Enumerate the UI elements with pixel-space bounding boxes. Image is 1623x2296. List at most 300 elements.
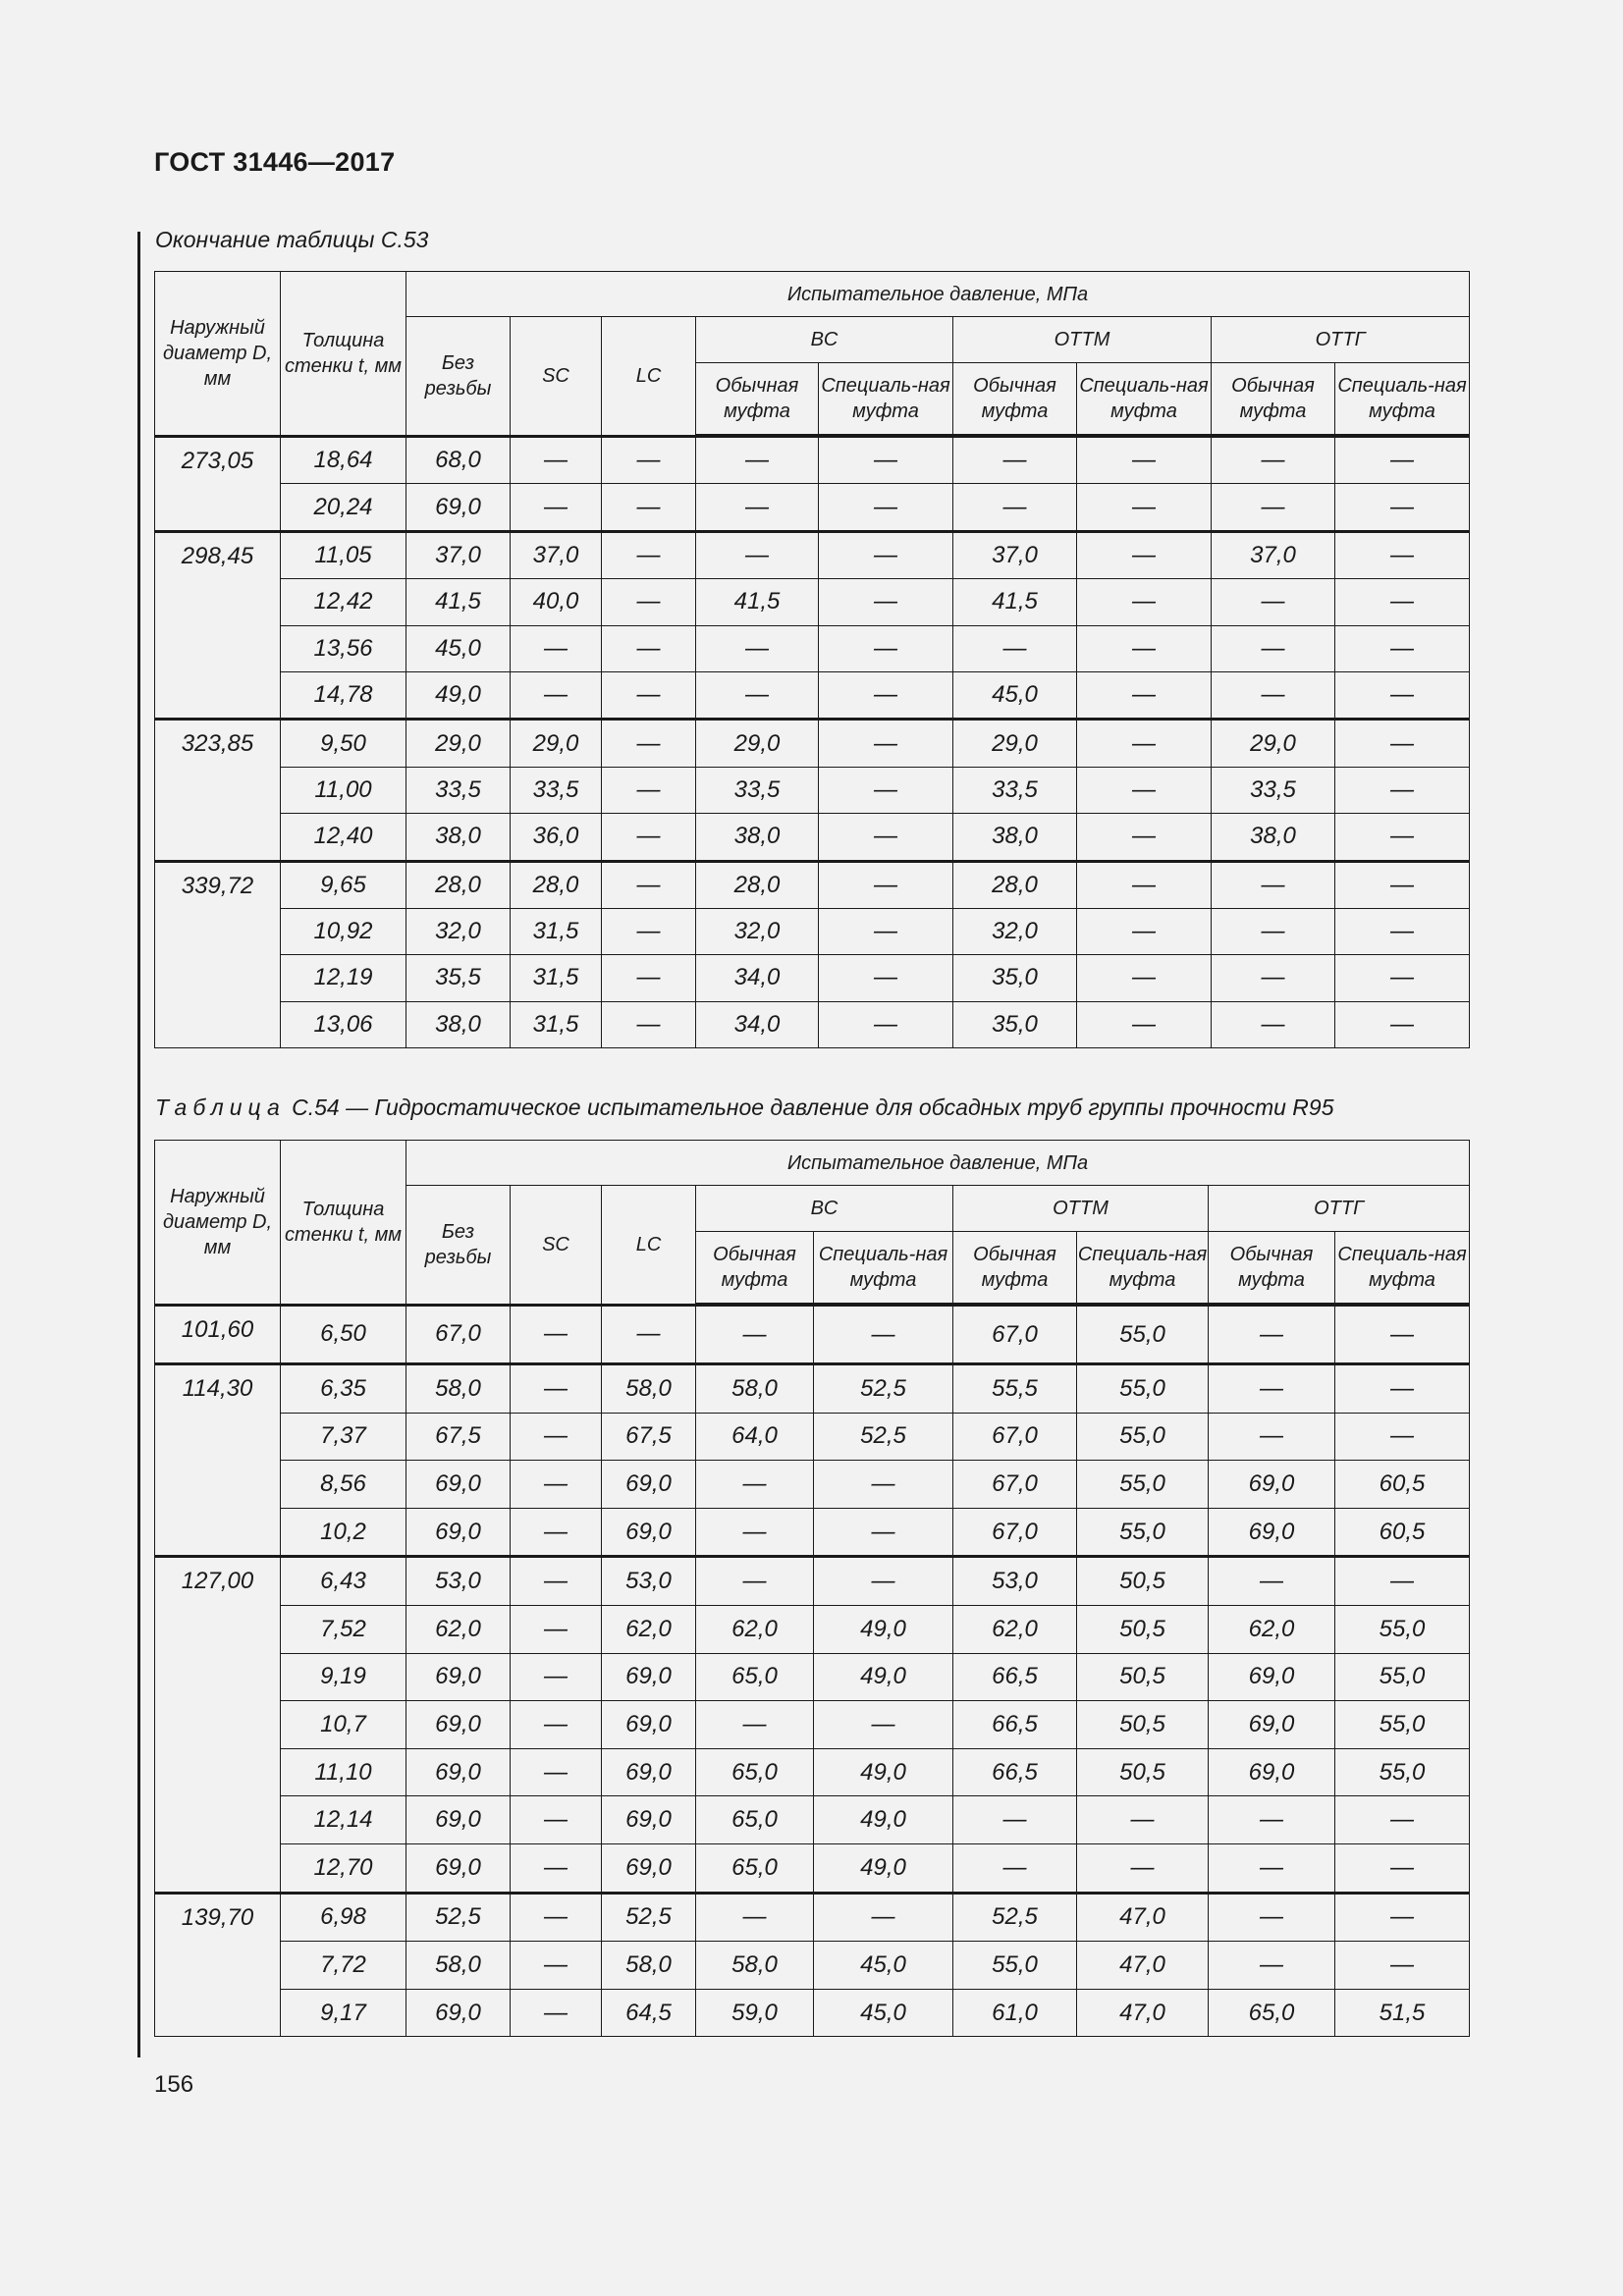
pressure-cell: 49,0 (814, 1606, 953, 1654)
pressure-cell: — (819, 484, 953, 531)
pressure-cell: 67,0 (953, 1413, 1077, 1461)
thickness-cell: 10,2 (281, 1508, 406, 1557)
pressure-cell: — (1077, 814, 1212, 861)
diameter-cell: 323,85 (155, 720, 281, 861)
pressure-cell: — (819, 625, 953, 671)
page-number: 156 (154, 2071, 194, 2098)
pressure-cell: 49,0 (814, 1748, 953, 1796)
pressure-cell: — (953, 484, 1077, 531)
pressure-cell: 64,0 (696, 1413, 814, 1461)
pressure-cell: — (511, 1508, 602, 1557)
col-header-ottm: ОТТМ (953, 1186, 1209, 1232)
pressure-cell: 58,0 (696, 1942, 814, 1990)
pressure-cell: — (696, 1701, 814, 1749)
col-header-outer-diameter: Наружный диаметр D, мм (155, 272, 281, 437)
pressure-cell: — (1335, 1942, 1470, 1990)
pressure-cell: 69,0 (406, 1701, 511, 1749)
pressure-cell: 69,0 (406, 1653, 511, 1701)
pressure-cell: 69,0 (406, 1748, 511, 1796)
pressure-cell: 38,0 (406, 814, 511, 861)
pressure-cell: — (1077, 579, 1212, 625)
pressure-cell: — (1077, 908, 1212, 954)
pressure-cell: — (511, 1557, 602, 1606)
diameter-cell: 273,05 (155, 436, 281, 531)
thickness-cell: 9,50 (281, 720, 406, 767)
pressure-cell: — (1077, 767, 1212, 813)
pressure-cell: — (511, 1844, 602, 1894)
col-header-outer-diameter: Наружный диаметр D, мм (155, 1141, 281, 1306)
pressure-cell: — (511, 1748, 602, 1796)
pressure-cell: — (1212, 955, 1335, 1001)
pressure-cell: 60,5 (1335, 1461, 1470, 1509)
pressure-cell: 62,0 (953, 1606, 1077, 1654)
pressure-cell: 37,0 (406, 531, 511, 578)
col-header-bc: BC (696, 1186, 953, 1232)
table-row (155, 814, 1470, 861)
pressure-cell: 60,5 (1335, 1508, 1470, 1557)
table-c54-caption-prefix: Таблица (155, 1095, 286, 1120)
pressure-cell: 53,0 (602, 1557, 696, 1606)
pressure-cell: — (511, 1364, 602, 1414)
pressure-cell: 33,5 (1212, 767, 1335, 813)
pressure-cell: 32,0 (696, 908, 819, 954)
pressure-cell: — (511, 1893, 602, 1942)
table-c54 (154, 1140, 1470, 2037)
pressure-cell: — (696, 625, 819, 671)
pressure-cell: — (602, 625, 696, 671)
thickness-cell: 6,50 (281, 1305, 406, 1364)
pressure-cell: 68,0 (406, 436, 511, 484)
pressure-cell: — (953, 1796, 1077, 1844)
pressure-cell: — (814, 1461, 953, 1509)
pressure-cell: 47,0 (1077, 1942, 1209, 1990)
table-row (155, 1305, 1470, 1364)
col-header-wall-thickness: Толщина стенки t, мм (281, 272, 406, 437)
thickness-cell: 18,64 (281, 436, 406, 484)
pressure-cell: 67,0 (953, 1508, 1077, 1557)
pressure-cell: — (511, 484, 602, 531)
thickness-cell: 12,42 (281, 579, 406, 625)
pressure-cell: — (814, 1701, 953, 1749)
table-row (155, 1653, 1470, 1701)
pressure-cell: — (696, 484, 819, 531)
pressure-cell: 65,0 (696, 1844, 814, 1894)
pressure-cell: 29,0 (511, 720, 602, 767)
pressure-cell: 55,0 (953, 1942, 1077, 1990)
pressure-cell: 51,5 (1335, 1989, 1470, 2037)
col-header-lc: LC (602, 1186, 696, 1306)
pressure-cell: — (1212, 671, 1335, 719)
pressure-cell: 59,0 (696, 1989, 814, 2037)
col-header-bc: BC (696, 317, 953, 363)
pressure-cell: 69,0 (1209, 1701, 1335, 1749)
pressure-cell: 55,0 (1335, 1653, 1470, 1701)
col-header-ottm-regular: Обычная муфта (953, 363, 1077, 437)
pressure-cell: — (511, 625, 602, 671)
table-row (155, 1893, 1470, 1942)
pressure-cell: — (511, 671, 602, 719)
pressure-cell: — (696, 1305, 814, 1364)
pressure-cell: 66,5 (953, 1653, 1077, 1701)
pressure-cell: 34,0 (696, 955, 819, 1001)
pressure-cell: 36,0 (511, 814, 602, 861)
pressure-cell: — (511, 1305, 602, 1364)
pressure-cell: 50,5 (1077, 1653, 1209, 1701)
pressure-cell: — (1335, 579, 1470, 625)
pressure-cell: — (511, 1606, 602, 1654)
pressure-cell: 69,0 (602, 1508, 696, 1557)
pressure-cell: 31,5 (511, 1001, 602, 1047)
table-c53-caption: Окончание таблицы С.53 (155, 227, 429, 252)
pressure-cell: — (696, 1461, 814, 1509)
pressure-cell: 49,0 (814, 1844, 953, 1894)
col-header-ottg-regular: Обычная муфта (1209, 1232, 1335, 1306)
table-row (155, 720, 1470, 767)
pressure-cell: 69,0 (602, 1461, 696, 1509)
pressure-cell: — (1209, 1942, 1335, 1990)
pressure-cell: — (1335, 1305, 1470, 1364)
pressure-cell: — (814, 1508, 953, 1557)
pressure-cell: 62,0 (696, 1606, 814, 1654)
pressure-cell: — (1335, 908, 1470, 954)
pressure-cell: — (819, 531, 953, 578)
pressure-cell: 35,0 (953, 1001, 1077, 1047)
pressure-cell: — (511, 1942, 602, 1990)
pressure-cell: — (511, 436, 602, 484)
pressure-cell: — (1335, 484, 1470, 531)
table-row (155, 1942, 1470, 1990)
col-header-lc: LC (602, 317, 696, 437)
pressure-cell: — (1335, 1557, 1470, 1606)
pressure-cell: — (819, 814, 953, 861)
thickness-cell: 9,65 (281, 861, 406, 908)
diameter-cell: 127,00 (155, 1557, 281, 1893)
pressure-cell: — (1335, 1844, 1470, 1894)
pressure-cell: 38,0 (1212, 814, 1335, 861)
table-row (155, 1557, 1470, 1606)
pressure-cell: — (511, 1653, 602, 1701)
pressure-cell: — (1212, 908, 1335, 954)
pressure-cell: 33,5 (406, 767, 511, 813)
thickness-cell: 13,56 (281, 625, 406, 671)
pressure-cell: — (1335, 767, 1470, 813)
pressure-cell: 62,0 (406, 1606, 511, 1654)
pressure-cell: 65,0 (696, 1653, 814, 1701)
pressure-cell: 58,0 (406, 1364, 511, 1414)
pressure-cell: — (602, 531, 696, 578)
pressure-cell: — (1335, 720, 1470, 767)
thickness-cell: 14,78 (281, 671, 406, 719)
pressure-cell: 52,5 (406, 1893, 511, 1942)
table-row (155, 955, 1470, 1001)
pressure-cell: 45,0 (953, 671, 1077, 719)
pressure-cell: 38,0 (406, 1001, 511, 1047)
thickness-cell: 7,52 (281, 1606, 406, 1654)
pressure-cell: 53,0 (953, 1557, 1077, 1606)
pressure-cell: 32,0 (953, 908, 1077, 954)
pressure-cell: — (1077, 720, 1212, 767)
pressure-cell: — (511, 1989, 602, 2037)
pressure-cell: 69,0 (406, 484, 511, 531)
pressure-cell: 52,5 (953, 1893, 1077, 1942)
pressure-cell: 62,0 (602, 1606, 696, 1654)
pressure-cell: 41,5 (406, 579, 511, 625)
pressure-cell: 64,5 (602, 1989, 696, 2037)
thickness-cell: 6,43 (281, 1557, 406, 1606)
pressure-cell: — (511, 1461, 602, 1509)
pressure-cell: 69,0 (406, 1989, 511, 2037)
pressure-cell: — (814, 1557, 953, 1606)
col-header-bc-regular: Обычная муфта (696, 1232, 814, 1306)
pressure-cell: — (1077, 484, 1212, 531)
table-row (155, 1844, 1470, 1894)
col-header-ottm-special: Специаль-ная муфта (1077, 363, 1212, 437)
pressure-cell: 69,0 (1209, 1508, 1335, 1557)
pressure-cell: — (819, 579, 953, 625)
pressure-cell: — (1335, 861, 1470, 908)
pressure-cell: 31,5 (511, 955, 602, 1001)
pressure-cell: 28,0 (406, 861, 511, 908)
pressure-cell: 61,0 (953, 1989, 1077, 2037)
pressure-cell: — (1209, 1796, 1335, 1844)
table-row (155, 436, 1470, 484)
pressure-cell: 69,0 (406, 1461, 511, 1509)
pressure-cell: — (1077, 1796, 1209, 1844)
pressure-cell: — (953, 1844, 1077, 1894)
pressure-cell: — (1077, 861, 1212, 908)
pressure-cell: — (602, 484, 696, 531)
table-row (155, 531, 1470, 578)
pressure-cell: 67,0 (406, 1305, 511, 1364)
table-row (155, 579, 1470, 625)
table-row (155, 767, 1470, 813)
pressure-cell: 69,0 (602, 1796, 696, 1844)
pressure-cell: — (696, 1557, 814, 1606)
col-header-no-thread: Без резьбы (406, 317, 511, 437)
table-c53 (154, 271, 1470, 1048)
pressure-cell: 69,0 (406, 1796, 511, 1844)
pressure-cell: 49,0 (814, 1796, 953, 1844)
diameter-cell: 298,45 (155, 531, 281, 720)
pressure-cell: 38,0 (953, 814, 1077, 861)
pressure-cell: 45,0 (406, 625, 511, 671)
pressure-cell: 69,0 (1209, 1653, 1335, 1701)
pressure-cell: 31,5 (511, 908, 602, 954)
thickness-cell: 12,70 (281, 1844, 406, 1894)
pressure-cell: 69,0 (1209, 1461, 1335, 1509)
pressure-cell: 50,5 (1077, 1557, 1209, 1606)
thickness-cell: 13,06 (281, 1001, 406, 1047)
table-c54-caption (155, 1095, 1334, 1121)
col-header-sc: SC (511, 1186, 602, 1306)
pressure-cell: 55,0 (1077, 1461, 1209, 1509)
pressure-cell: — (1077, 671, 1212, 719)
pressure-cell: 55,0 (1335, 1701, 1470, 1749)
pressure-cell: — (696, 436, 819, 484)
pressure-cell: — (1335, 955, 1470, 1001)
table-row (155, 625, 1470, 671)
pressure-cell: 40,0 (511, 579, 602, 625)
table-c54-body (155, 1305, 1470, 2037)
pressure-cell: — (602, 1001, 696, 1047)
pressure-cell: — (696, 671, 819, 719)
pressure-cell: 67,5 (602, 1413, 696, 1461)
pressure-cell: 53,0 (406, 1557, 511, 1606)
pressure-cell: — (1209, 1557, 1335, 1606)
pressure-cell: — (696, 1508, 814, 1557)
col-header-bc-regular: Обычная муфта (696, 363, 819, 437)
pressure-cell: 49,0 (814, 1653, 953, 1701)
pressure-cell: 69,0 (602, 1748, 696, 1796)
pressure-cell: — (819, 861, 953, 908)
pressure-cell: 55,0 (1335, 1606, 1470, 1654)
pressure-cell: 47,0 (1077, 1989, 1209, 2037)
diameter-cell: 339,72 (155, 861, 281, 1048)
table-row (155, 861, 1470, 908)
pressure-cell: — (1212, 579, 1335, 625)
pressure-cell: 50,5 (1077, 1606, 1209, 1654)
pressure-cell: 65,0 (1209, 1989, 1335, 2037)
pressure-cell: 67,5 (406, 1413, 511, 1461)
pressure-cell: 69,0 (1209, 1748, 1335, 1796)
pressure-cell: — (1335, 814, 1470, 861)
col-header-ottm: ОТТМ (953, 317, 1212, 363)
pressure-cell: 52,5 (602, 1893, 696, 1942)
thickness-cell: 6,35 (281, 1364, 406, 1414)
pressure-cell: — (1212, 1001, 1335, 1047)
pressure-cell: 55,0 (1077, 1413, 1209, 1461)
thickness-cell: 11,00 (281, 767, 406, 813)
pressure-cell: 55,0 (1077, 1305, 1209, 1364)
pressure-cell: — (1212, 436, 1335, 484)
pressure-cell: 38,0 (696, 814, 819, 861)
pressure-cell: — (696, 531, 819, 578)
pressure-cell: 58,0 (602, 1364, 696, 1414)
pressure-cell: — (953, 436, 1077, 484)
pressure-cell: — (602, 436, 696, 484)
pressure-cell: 37,0 (511, 531, 602, 578)
pressure-cell: 69,0 (602, 1844, 696, 1894)
thickness-cell: 12,19 (281, 955, 406, 1001)
pressure-cell: — (1335, 1364, 1470, 1414)
pressure-cell: 52,5 (814, 1364, 953, 1414)
table-row (155, 1606, 1470, 1654)
col-header-ottg-special: Специаль-ная муфта (1335, 1232, 1470, 1306)
pressure-cell: — (1077, 955, 1212, 1001)
pressure-cell: — (1335, 671, 1470, 719)
pressure-cell: — (953, 625, 1077, 671)
pressure-cell: 45,0 (814, 1989, 953, 2037)
margin-bar (137, 232, 140, 2057)
table-row (155, 908, 1470, 954)
pressure-cell: — (602, 861, 696, 908)
pressure-cell: 55,0 (1077, 1508, 1209, 1557)
col-header-ottg-regular: Обычная муфта (1212, 363, 1335, 437)
pressure-cell: — (511, 1701, 602, 1749)
pressure-cell: 34,0 (696, 1001, 819, 1047)
col-header-ottm-special: Специаль-ная муфта (1077, 1232, 1209, 1306)
pressure-cell: 67,0 (953, 1305, 1077, 1364)
pressure-cell: 28,0 (511, 861, 602, 908)
col-header-ottg: ОТТГ (1209, 1186, 1470, 1232)
pressure-cell: 47,0 (1077, 1893, 1209, 1942)
pressure-cell: 32,0 (406, 908, 511, 954)
pressure-cell: 65,0 (696, 1748, 814, 1796)
pressure-cell: 58,0 (406, 1942, 511, 1990)
pressure-cell: — (1077, 436, 1212, 484)
pressure-cell: 69,0 (602, 1653, 696, 1701)
thickness-cell: 7,37 (281, 1413, 406, 1461)
pressure-cell: — (1209, 1305, 1335, 1364)
pressure-cell: — (1077, 1844, 1209, 1894)
table-row (155, 1461, 1470, 1509)
document-code: ГОСТ 31446—2017 (154, 147, 396, 177)
col-header-sc: SC (511, 317, 602, 437)
pressure-cell: — (1212, 861, 1335, 908)
pressure-cell: 50,5 (1077, 1748, 1209, 1796)
pressure-cell: 29,0 (406, 720, 511, 767)
pressure-cell: 45,0 (814, 1942, 953, 1990)
pressure-cell: 33,5 (953, 767, 1077, 813)
table-row (155, 1413, 1470, 1461)
thickness-cell: 10,92 (281, 908, 406, 954)
pressure-cell: — (1209, 1844, 1335, 1894)
thickness-cell: 8,56 (281, 1461, 406, 1509)
pressure-cell: — (602, 1305, 696, 1364)
pressure-cell: 41,5 (696, 579, 819, 625)
pressure-cell: — (602, 720, 696, 767)
col-header-ottg: ОТТГ (1212, 317, 1470, 363)
pressure-cell: 29,0 (1212, 720, 1335, 767)
table-row (155, 484, 1470, 531)
pressure-cell: 66,5 (953, 1748, 1077, 1796)
pressure-cell: — (511, 1796, 602, 1844)
col-header-no-thread: Без резьбы (406, 1186, 511, 1306)
table-row (155, 1748, 1470, 1796)
table-row (155, 1508, 1470, 1557)
col-header-bc-special: Специаль-ная муфта (819, 363, 953, 437)
pressure-cell: — (819, 1001, 953, 1047)
pressure-cell: — (602, 955, 696, 1001)
thickness-cell: 12,14 (281, 1796, 406, 1844)
pressure-cell: — (1212, 625, 1335, 671)
diameter-cell: 101,60 (155, 1305, 281, 1364)
pressure-cell: 65,0 (696, 1796, 814, 1844)
pressure-cell: 69,0 (406, 1844, 511, 1894)
pressure-cell: 50,5 (1077, 1701, 1209, 1749)
table-c54-caption-text: С.54 — Гидростатическое испытательное давление для обсадных труб группы прочности R95 (285, 1095, 1334, 1120)
pressure-cell: 52,5 (814, 1413, 953, 1461)
pressure-cell: — (819, 671, 953, 719)
pressure-cell: — (819, 436, 953, 484)
table-row (155, 671, 1470, 719)
table-row (155, 1796, 1470, 1844)
table-row (155, 1989, 1470, 2037)
col-header-test-pressure: Испытательное давление, МПа (406, 272, 1470, 317)
pressure-cell: 69,0 (406, 1508, 511, 1557)
thickness-cell: 10,7 (281, 1701, 406, 1749)
pressure-cell: 67,0 (953, 1461, 1077, 1509)
pressure-cell: — (1077, 625, 1212, 671)
thickness-cell: 12,40 (281, 814, 406, 861)
pressure-cell: — (814, 1893, 953, 1942)
pressure-cell: — (602, 671, 696, 719)
pressure-cell: 55,0 (1335, 1748, 1470, 1796)
col-header-ottm-regular: Обычная муфта (953, 1232, 1077, 1306)
pressure-cell: 28,0 (696, 861, 819, 908)
pressure-cell: — (819, 955, 953, 1001)
pressure-cell: — (602, 908, 696, 954)
